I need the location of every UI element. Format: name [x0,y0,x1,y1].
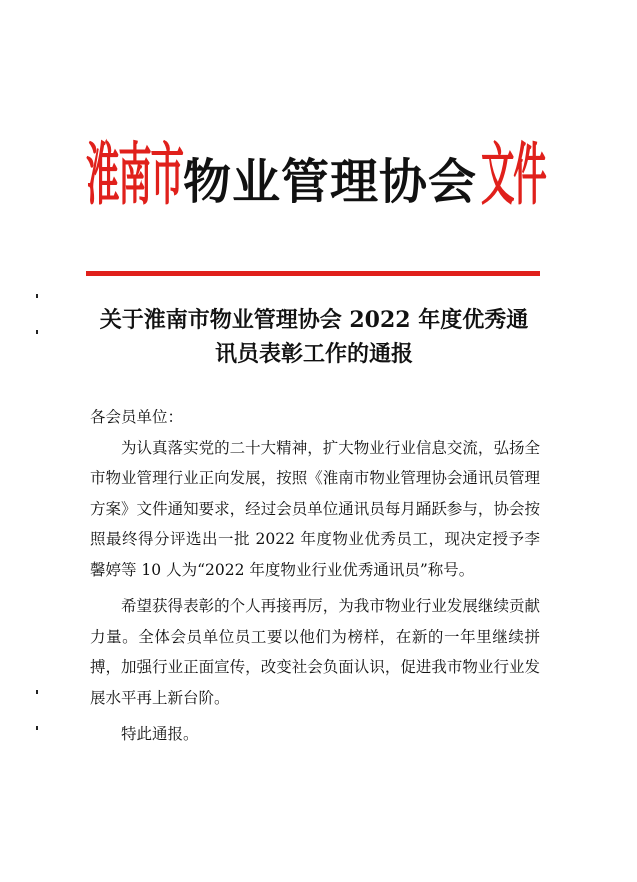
closing-line: 特此通报。 [121,725,199,743]
document-title [90,303,538,371]
letterhead-divider [86,271,540,276]
title-line-1: 关于淮南市物业管理协会 2022 年度优秀通 [99,307,529,333]
document-body [90,402,540,750]
letterhead-document-word: 文件 [481,134,546,215]
body-paragraph-1: 为认真落实党的二十大精神，扩大物业行业信息交流，弘扬全市物业管理行业正向发展，按照《淮南市物业管理协会通讯员管理方案》文件通知要求，经过会员单位通讯员每月踊跃参与，协会按照最终得分评选出一批 2022 年度物业优秀员工，现决定授予李馨婷等 10 人为“2022 年度物业行业优秀通讯员”称号。 [90,438,540,579]
title-line-2: 讯员表彰工作的通报 [214,341,413,367]
scan-mark [36,690,38,694]
letterhead-city: 淮南市 [86,134,183,215]
body-paragraph-2: 希望获得表彰的个人再接再厉，为我市物业行业发展继续贡献力量。全体会员单位员工要以他们为榜样，在新的一年里继续拼搏，加强行业正面宣传，改变社会负面认识，促进我市物业行业发展水平再上新台阶。 [90,597,540,707]
scan-mark [36,330,38,334]
salutation: 各会员单位： [90,408,184,426]
scan-mark [36,726,38,730]
scan-mark [36,294,38,298]
letterhead [86,118,546,218]
letterhead-organization: 物业管理协会 [183,154,478,210]
